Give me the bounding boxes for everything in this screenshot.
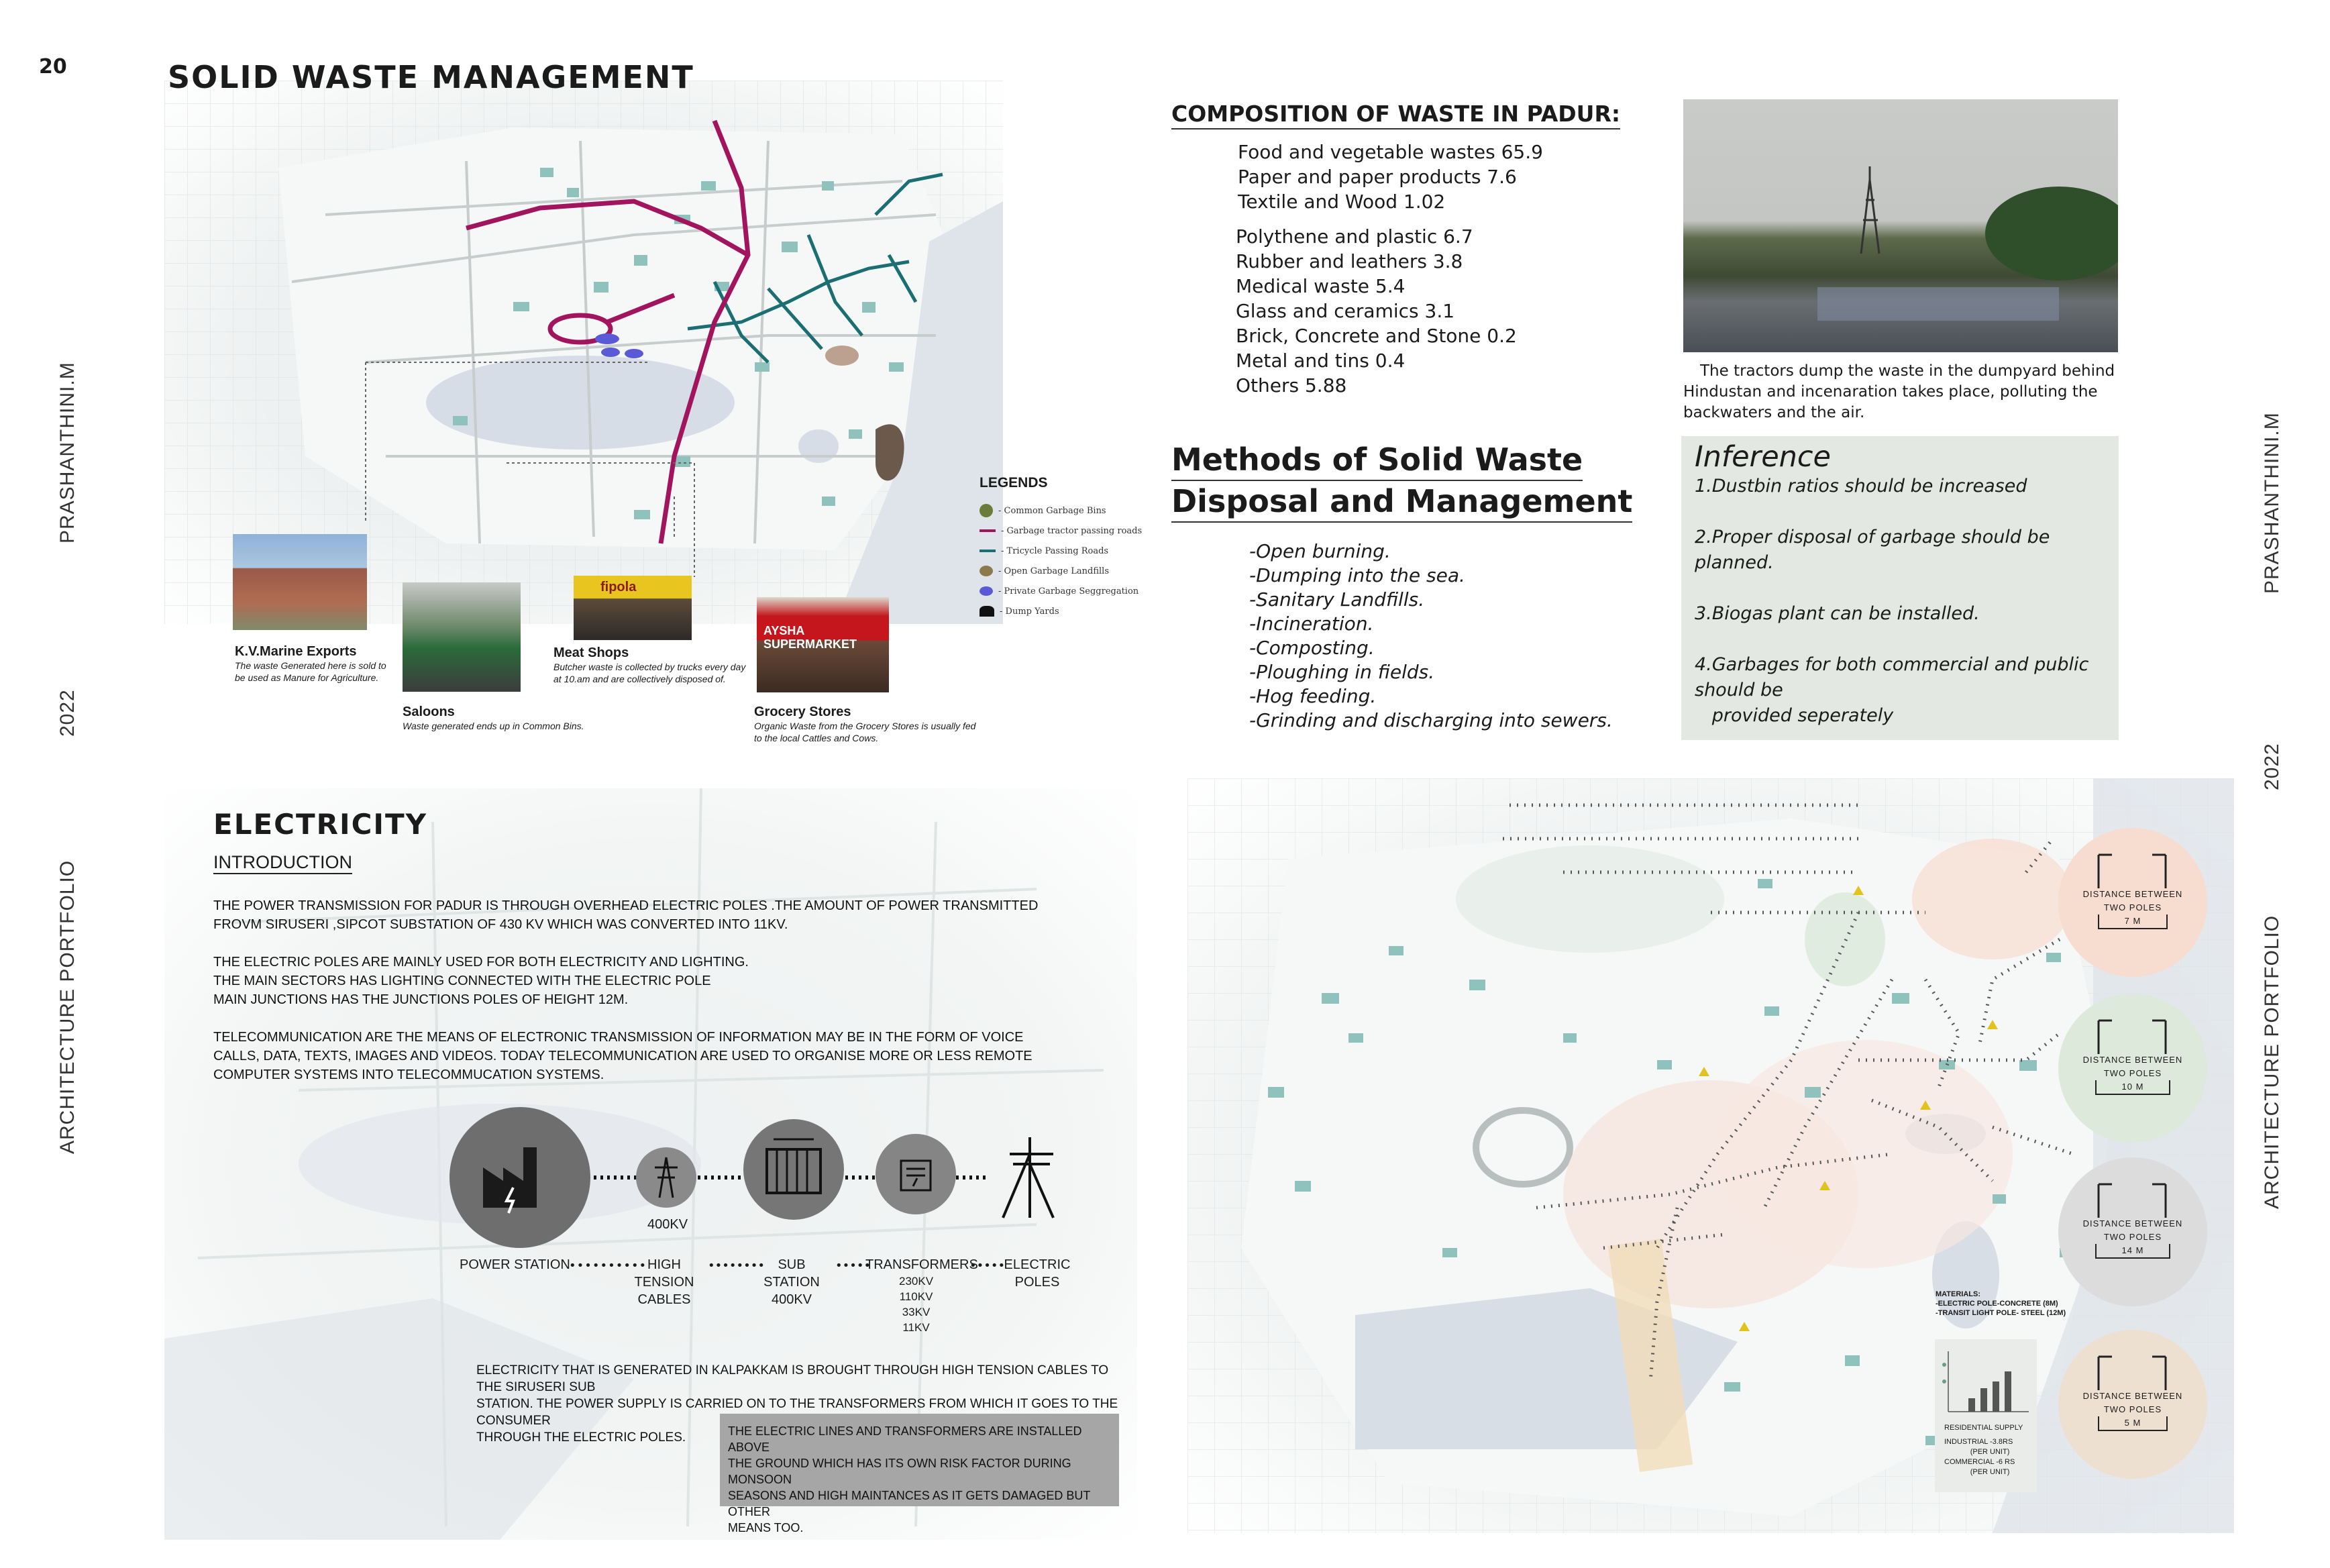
dump-marker-icon bbox=[979, 606, 994, 617]
transformer-value: 33KV bbox=[902, 1306, 931, 1318]
supply-text bbox=[1944, 1423, 2023, 1477]
legend-item-private bbox=[979, 581, 1154, 601]
pole-distance-10m bbox=[2058, 994, 2207, 1143]
materials-line: -TRANSIT LIGHT POLE- STEEL (12M) bbox=[1936, 1309, 2066, 1317]
composition-item: Others 5.88 bbox=[1236, 374, 1347, 397]
intro-line: TELECOMMUNICATION ARE THE MEANS OF ELECTRONIC TRANSMISSION OF INFORMATION MAY BE IN THE FORM OF VOICE bbox=[213, 1030, 1024, 1045]
composition-item: Medical waste 5.4 bbox=[1236, 275, 1406, 297]
inference-item: provided seperately bbox=[1695, 705, 1894, 726]
inference-list bbox=[1695, 474, 2111, 729]
landfill-marker-icon bbox=[979, 566, 993, 576]
intro-paragraph-2 bbox=[213, 953, 1085, 1009]
supply-line: COMMERCIAL -6 RS bbox=[1944, 1458, 2015, 1466]
composition-list-1 bbox=[1238, 140, 1543, 214]
note-line: MEANS TOO. bbox=[728, 1521, 804, 1534]
note-line: SEASONS AND HIGH MAINTANCES AS IT GETS DAMAGED BUT OTHER bbox=[728, 1489, 1091, 1518]
label-transformers: TRANSFORMERS bbox=[865, 1257, 978, 1272]
method-item: -Grinding and discharging into sewers. bbox=[1249, 709, 1613, 731]
methods-heading bbox=[1171, 439, 1632, 523]
intro-line: CALLS, DATA, TEXTS, IMAGES AND VIDEOS. TODAY TELECOMMUNICATION ARE USED TO ORGANISE MORE OR LESS REMOTE bbox=[213, 1049, 1032, 1063]
side-year-left: 2022 bbox=[56, 689, 78, 737]
dumpyard-photo bbox=[1683, 99, 2118, 352]
supply-card bbox=[1935, 1339, 2037, 1492]
side-name-right: PRASHANTHINI.M bbox=[2261, 412, 2283, 594]
method-item: -Ploughing in fields. bbox=[1249, 661, 1435, 683]
side-portfolio-right: ARCHITECTURE PORTFOLIO bbox=[2261, 914, 2283, 1209]
methods-heading-line1: Methods of Solid Waste bbox=[1171, 439, 1583, 481]
introduction-heading: INTRODUCTION bbox=[213, 852, 352, 874]
intro-line: THE ELECTRIC POLES ARE MAINLY USED FOR BOTH ELECTRICITY AND LIGHTING. bbox=[213, 955, 749, 970]
method-item: -Composting. bbox=[1249, 637, 1375, 659]
side-portfolio-left: ARCHITECTURE PORTFOLIO bbox=[56, 859, 78, 1154]
solid-waste-title: SOLID WASTE MANAGEMENT bbox=[168, 59, 694, 95]
legend-label: - Common Garbage Bins bbox=[998, 505, 1106, 516]
pole-distance-7m bbox=[2058, 828, 2207, 977]
pole-distance-value: 14 M bbox=[2095, 1244, 2171, 1259]
line-marker-icon bbox=[979, 529, 996, 532]
intro-line: COMPUTER SYSTEMS INTO TELECOMMUCATION SYSTEMS. bbox=[213, 1067, 604, 1082]
inference-heading: Inference bbox=[1695, 440, 1832, 474]
meat-shop-photo bbox=[574, 576, 692, 640]
electric-pole-icon bbox=[990, 1134, 1063, 1221]
segregation-marker-icon bbox=[979, 586, 993, 596]
inference-box bbox=[1681, 436, 2119, 740]
inference-item: 3.Biogas plant can be installed. bbox=[1695, 603, 1980, 624]
legend-item-tractor bbox=[979, 521, 1154, 541]
method-item: -Hog feeding. bbox=[1249, 685, 1377, 707]
methods-list bbox=[1249, 539, 1613, 733]
dots-1: •••••••••• bbox=[569, 1259, 647, 1273]
note-line: THE ELECTRIC LINES AND TRANSFORMERS ARE INSTALLED ABOVE bbox=[728, 1424, 1082, 1454]
grocery-sign: AYSHA SUPERMARKET bbox=[763, 624, 857, 651]
methods-heading-line2: Disposal and Management bbox=[1171, 481, 1632, 523]
place-desc: Organic Waste from the Grocery Stores is usually fed to the local Cattles and Cows. bbox=[754, 721, 976, 743]
composition-item: Food and vegetable wastes 65.9 bbox=[1238, 141, 1543, 163]
note-line: THE GROUND WHICH HAS ITS OWN RISK FACTOR DURING MONSOON bbox=[728, 1457, 1071, 1486]
pole-distance-value: 5 M bbox=[2098, 1416, 2168, 1431]
street-light-icon bbox=[2072, 1014, 2192, 1054]
legend bbox=[979, 475, 1154, 621]
supply-line: (PER UNIT) bbox=[1970, 1448, 2010, 1456]
kv-marine-photo bbox=[233, 534, 367, 630]
label-high-tension: HIGH TENSION CABLES bbox=[634, 1257, 694, 1307]
supply-line: INDUSTRIAL -3.8RS bbox=[1944, 1438, 2013, 1446]
intro-line: FROVM SIRUSERI ,SIPCOT SUBSTATION OF 430 KV WHICH WAS CONVERTED INTO 11KV. bbox=[213, 917, 788, 932]
electricity-note-box bbox=[720, 1414, 1119, 1534]
dots-3: ••••• bbox=[835, 1259, 871, 1273]
pylon-icon bbox=[1683, 99, 2118, 352]
dots-2: •••••••• bbox=[708, 1259, 765, 1273]
pole-distance-value: 7 M bbox=[2098, 914, 2168, 929]
bottom-line: STATION. THE POWER SUPPLY IS CARRIED ON TO THE TRANSFORMERS FROM WHICH IT GOES TO THE CONSUMER bbox=[476, 1397, 1118, 1428]
dots-4: ••••• bbox=[969, 1259, 1006, 1273]
composition-item: Brick, Concrete and Stone 0.2 bbox=[1236, 325, 1517, 347]
method-item: -Sanitary Landfills. bbox=[1249, 588, 1425, 611]
side-year-right: 2022 bbox=[2261, 743, 2283, 790]
transformer-value: 230KV bbox=[899, 1275, 934, 1288]
legend-label: - Open Garbage Landfills bbox=[998, 566, 1110, 576]
inference-item: 4.Garbages for both commercial and public should be bbox=[1695, 654, 2089, 700]
intro-line: THE MAIN SECTORS HAS LIGHTING CONNECTED WITH THE ELECTRIC POLE bbox=[213, 974, 711, 988]
street-light-icon bbox=[2072, 1178, 2192, 1218]
supply-bar-chart bbox=[1935, 1345, 2037, 1418]
legend-label: - Tricycle Passing Roads bbox=[1001, 545, 1109, 556]
intro-line: THE POWER TRANSMISSION FOR PADUR IS THROUGH OVERHEAD ELECTRIC POLES .THE AMOUNT OF POWER TRANSMITTED bbox=[213, 898, 1039, 913]
transformer-value: 11KV bbox=[902, 1321, 930, 1334]
supply-heading: RESIDENTIAL SUPPLY bbox=[1944, 1424, 2023, 1432]
legend-item-tricycle bbox=[979, 541, 1154, 561]
power-station-icon bbox=[449, 1107, 590, 1248]
place-desc: The waste Generated here is sold to be used as Manure for Agriculture. bbox=[235, 660, 386, 683]
materials-text bbox=[1936, 1290, 2066, 1318]
intro-paragraph-3 bbox=[213, 1028, 1085, 1084]
kv-marine-caption bbox=[235, 644, 389, 684]
composition-list-2 bbox=[1236, 224, 1517, 398]
bin-marker-icon bbox=[979, 504, 993, 517]
pole-distance-label: DISTANCE BETWEEN TWO POLES bbox=[2082, 1055, 2183, 1078]
electricity-title: ELECTRICITY bbox=[213, 808, 428, 841]
street-light-icon bbox=[2072, 848, 2192, 888]
transformer-values bbox=[899, 1273, 933, 1335]
place-desc: Waste generated ends up in Common Bins. bbox=[403, 721, 584, 731]
place-name: Grocery Stores bbox=[754, 704, 851, 719]
method-item: -Incineration. bbox=[1249, 613, 1374, 635]
place-name: Saloons bbox=[403, 704, 455, 719]
pole-distance-label: DISTANCE BETWEEN TWO POLES bbox=[2082, 1218, 2183, 1242]
composition-item: Polythene and plastic 6.7 bbox=[1236, 225, 1473, 248]
intro-line: MAIN JUNCTIONS HAS THE JUNCTIONS POLES OF HEIGHT 12M. bbox=[213, 992, 629, 1007]
saloon-caption bbox=[403, 704, 644, 732]
electricity-intro bbox=[213, 896, 1085, 1084]
composition-heading: COMPOSITION OF WASTE IN PADUR: bbox=[1171, 101, 1620, 129]
materials-heading: MATERIALS: bbox=[1936, 1290, 1981, 1298]
pole-distance-label: DISTANCE BETWEEN TWO POLES bbox=[2082, 1391, 2183, 1414]
inference-item: 1.Dustbin ratios should be increased bbox=[1695, 476, 2027, 496]
legend-heading: LEGENDS bbox=[979, 475, 1048, 490]
label-power-station: POWER STATION bbox=[460, 1257, 570, 1272]
label-sub-station: SUB STATION 400KV bbox=[763, 1257, 820, 1307]
pole-distance-5m bbox=[2058, 1330, 2207, 1479]
grocery-photo bbox=[757, 597, 889, 692]
place-name: K.V.Marine Exports bbox=[235, 644, 357, 659]
supply-line: (PER UNIT) bbox=[1970, 1468, 2010, 1476]
street-light-icon bbox=[2072, 1350, 2192, 1390]
pole-distance-14m bbox=[2058, 1157, 2207, 1306]
transformer-value: 110KV bbox=[899, 1290, 933, 1303]
side-name-left: PRASHANTHINI.M bbox=[56, 362, 78, 543]
composition-item: Rubber and leathers 3.8 bbox=[1236, 250, 1463, 272]
grocery-caption bbox=[754, 704, 982, 744]
legend-label: - Garbage tractor passing roads bbox=[1001, 525, 1143, 536]
inference-item: 2.Proper disposal of garbage should be planned. bbox=[1695, 527, 2050, 573]
transformer-icon bbox=[876, 1134, 956, 1214]
label-400kv-top: 400KV bbox=[647, 1217, 688, 1232]
legend-label: - Dump Yards bbox=[1000, 606, 1059, 617]
meat-shop-sign: fipola bbox=[600, 580, 637, 594]
legend-label: - Private Garbage Seggregation bbox=[998, 586, 1139, 596]
line-marker-icon bbox=[979, 550, 996, 552]
legend-item-landfills bbox=[979, 561, 1154, 581]
bottom-line: ELECTRICITY THAT IS GENERATED IN KALPAKKAM IS BROUGHT THROUGH HIGH TENSION CABLES TO THE SIRUSERI SUB bbox=[476, 1363, 1109, 1394]
substation-icon bbox=[743, 1119, 844, 1220]
dumpyard-caption: The tractors dump the waste in the dumpyard behind Hindustan and incenaration takes place, polluting the backwaters and the air. bbox=[1683, 362, 2115, 421]
composition-item: Glass and ceramics 3.1 bbox=[1236, 300, 1455, 322]
tower-icon bbox=[636, 1147, 696, 1208]
saloon-photo bbox=[403, 582, 521, 692]
legend-item-dump bbox=[979, 601, 1154, 621]
composition-item: Metal and tins 0.4 bbox=[1236, 350, 1406, 372]
composition-item: Paper and paper products 7.6 bbox=[1238, 166, 1517, 188]
pole-distance-label: DISTANCE BETWEEN TWO POLES bbox=[2082, 889, 2183, 912]
label-electric-poles: ELECTRIC POLES bbox=[1004, 1257, 1071, 1290]
meat-shop-caption bbox=[553, 645, 748, 685]
composition-item: Textile and Wood 1.02 bbox=[1238, 191, 1446, 213]
method-item: -Dumping into the sea. bbox=[1249, 564, 1465, 586]
page-number: 20 bbox=[39, 55, 67, 79]
method-item: -Open burning. bbox=[1249, 540, 1391, 562]
place-desc: Butcher waste is collected by trucks every day at 10.am and are collectively disposed of. bbox=[553, 662, 746, 684]
place-name: Meat Shops bbox=[553, 645, 629, 660]
intro-paragraph-1 bbox=[213, 896, 1085, 934]
legend-item-bins bbox=[979, 501, 1154, 521]
bottom-line: THROUGH THE ELECTRIC POLES. bbox=[476, 1430, 686, 1445]
pole-distance-value: 10 M bbox=[2095, 1080, 2171, 1095]
materials-line: -ELECTRIC POLE-CONCRETE (8M) bbox=[1936, 1300, 2058, 1308]
